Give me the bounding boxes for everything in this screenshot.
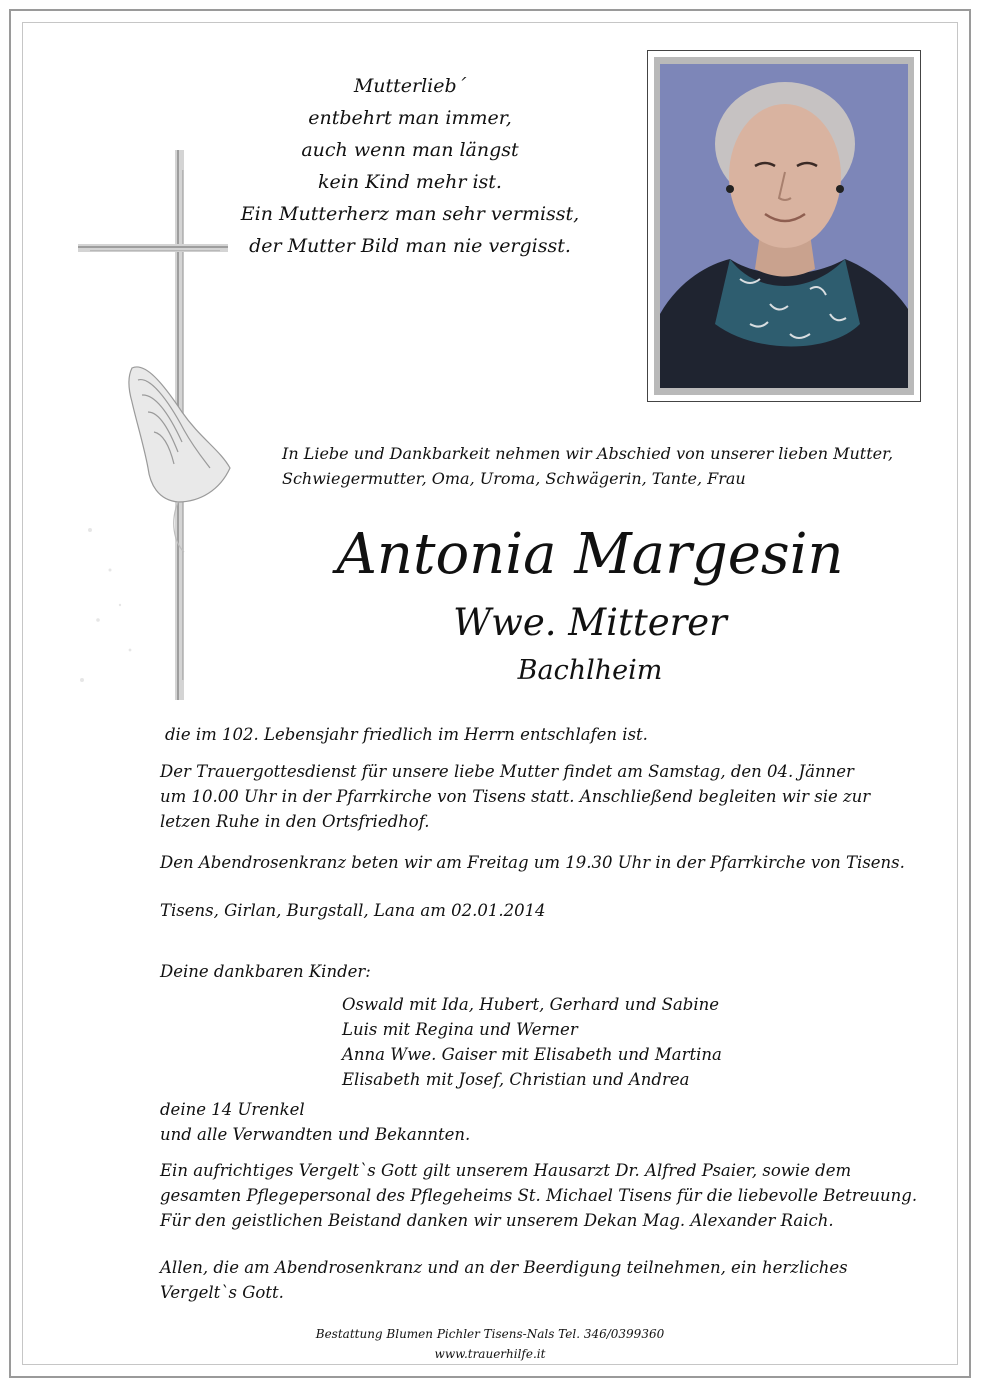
- cross-with-praying-hands-icon: [70, 150, 240, 710]
- other-mourners-line: und alle Verwandten und Bekannten.: [160, 1125, 471, 1144]
- deceased-maiden-name: Wwe. Mitterer: [453, 601, 727, 644]
- age-line-text: die im 102. Lebensjahr friedlich im Herrn entschlafen ist.: [165, 725, 648, 744]
- intro-text: [282, 441, 952, 491]
- place-date-line: Tisens, Girlan, Burgstall, Lana am 02.01.2014: [160, 901, 546, 920]
- poem-line: auch wenn man längst: [301, 139, 519, 161]
- children-list: [342, 992, 722, 1092]
- thanks-paragraph: [160, 1158, 917, 1233]
- funeral-line: um 10.00 Uhr in der Pfarrkirche von Tisens statt. Anschließend begleiten wir sie zur: [160, 787, 871, 806]
- funeral-details: [160, 759, 870, 834]
- portrait-mat: [654, 57, 914, 395]
- children-item: Anna Wwe. Gaiser mit Elisabeth und Martina: [342, 1045, 722, 1064]
- other-mourners-line: deine 14 Urenkel: [160, 1100, 305, 1119]
- children-item: Elisabeth mit Josef, Christian und Andrea: [342, 1070, 690, 1089]
- rosary-details: [160, 850, 905, 875]
- place-date: [160, 898, 546, 923]
- poem: [230, 70, 590, 262]
- closing-line: Allen, die am Abendrosenkranz und an der Beerdigung teilnehmen, ein herzliches: [160, 1258, 848, 1277]
- closing-line: Vergelt`s Gott.: [160, 1283, 284, 1302]
- children-heading: [160, 959, 371, 984]
- intro-line: In Liebe und Dankbarkeit nehmen wir Abschied von unserer lieben Mutter,: [282, 444, 894, 463]
- age-line: [165, 722, 648, 747]
- thanks-line: gesamten Pflegepersonal des Pflegeheims St. Michael Tisens für die liebevolle Betreuung.: [160, 1186, 918, 1205]
- deceased-farm: Bachlheim: [517, 655, 663, 686]
- rosary-line: Den Abendrosenkranz beten wir am Freitag um 19.30 Uhr in der Pfarrkirche von Tisens.: [160, 853, 905, 872]
- thanks-line: Ein aufrichtiges Vergelt`s Gott gilt unserem Hausarzt Dr. Alfred Psaier, sowie dem: [160, 1161, 852, 1180]
- website-link[interactable]: www.trauerhilfe.it: [434, 1347, 546, 1361]
- thanks-line: Für den geistlichen Beistand danken wir unserem Dekan Mag. Alexander Raich.: [160, 1211, 834, 1230]
- poem-line: der Mutter Bild man nie vergisst.: [249, 235, 571, 257]
- children-item: Oswald mit Ida, Hubert, Gerhard und Sabine: [342, 995, 720, 1014]
- funeral-line: letzen Ruhe in den Ortsfriedhof.: [160, 812, 430, 831]
- children-item: Luis mit Regina und Werner: [342, 1020, 578, 1039]
- poem-line: Mutterlieb´: [353, 75, 467, 97]
- intro-line: Schwiegermutter, Oma, Uroma, Schwägerin, Tante, Frau: [282, 469, 746, 488]
- other-mourners: [160, 1097, 470, 1147]
- poem-line: entbehrt man immer,: [308, 107, 512, 129]
- portrait-photo: [660, 64, 908, 388]
- undertaker-info: Bestattung Blumen Pichler Tisens-Nals Tel. 346/0399360: [315, 1327, 665, 1341]
- poem-line: Ein Mutterherz man sehr vermisst,: [240, 203, 580, 225]
- children-heading-text: Deine dankbaren Kinder:: [160, 962, 371, 981]
- closing-paragraph: [160, 1255, 848, 1305]
- footer: [240, 1324, 740, 1364]
- portrait-frame: [647, 50, 921, 402]
- poem-line: kein Kind mehr ist.: [318, 171, 502, 193]
- funeral-line: Der Trauergottesdienst für unsere liebe Mutter findet am Samstag, den 04. Jänner: [160, 762, 854, 781]
- deceased-name: Antonia Margesin: [336, 522, 844, 587]
